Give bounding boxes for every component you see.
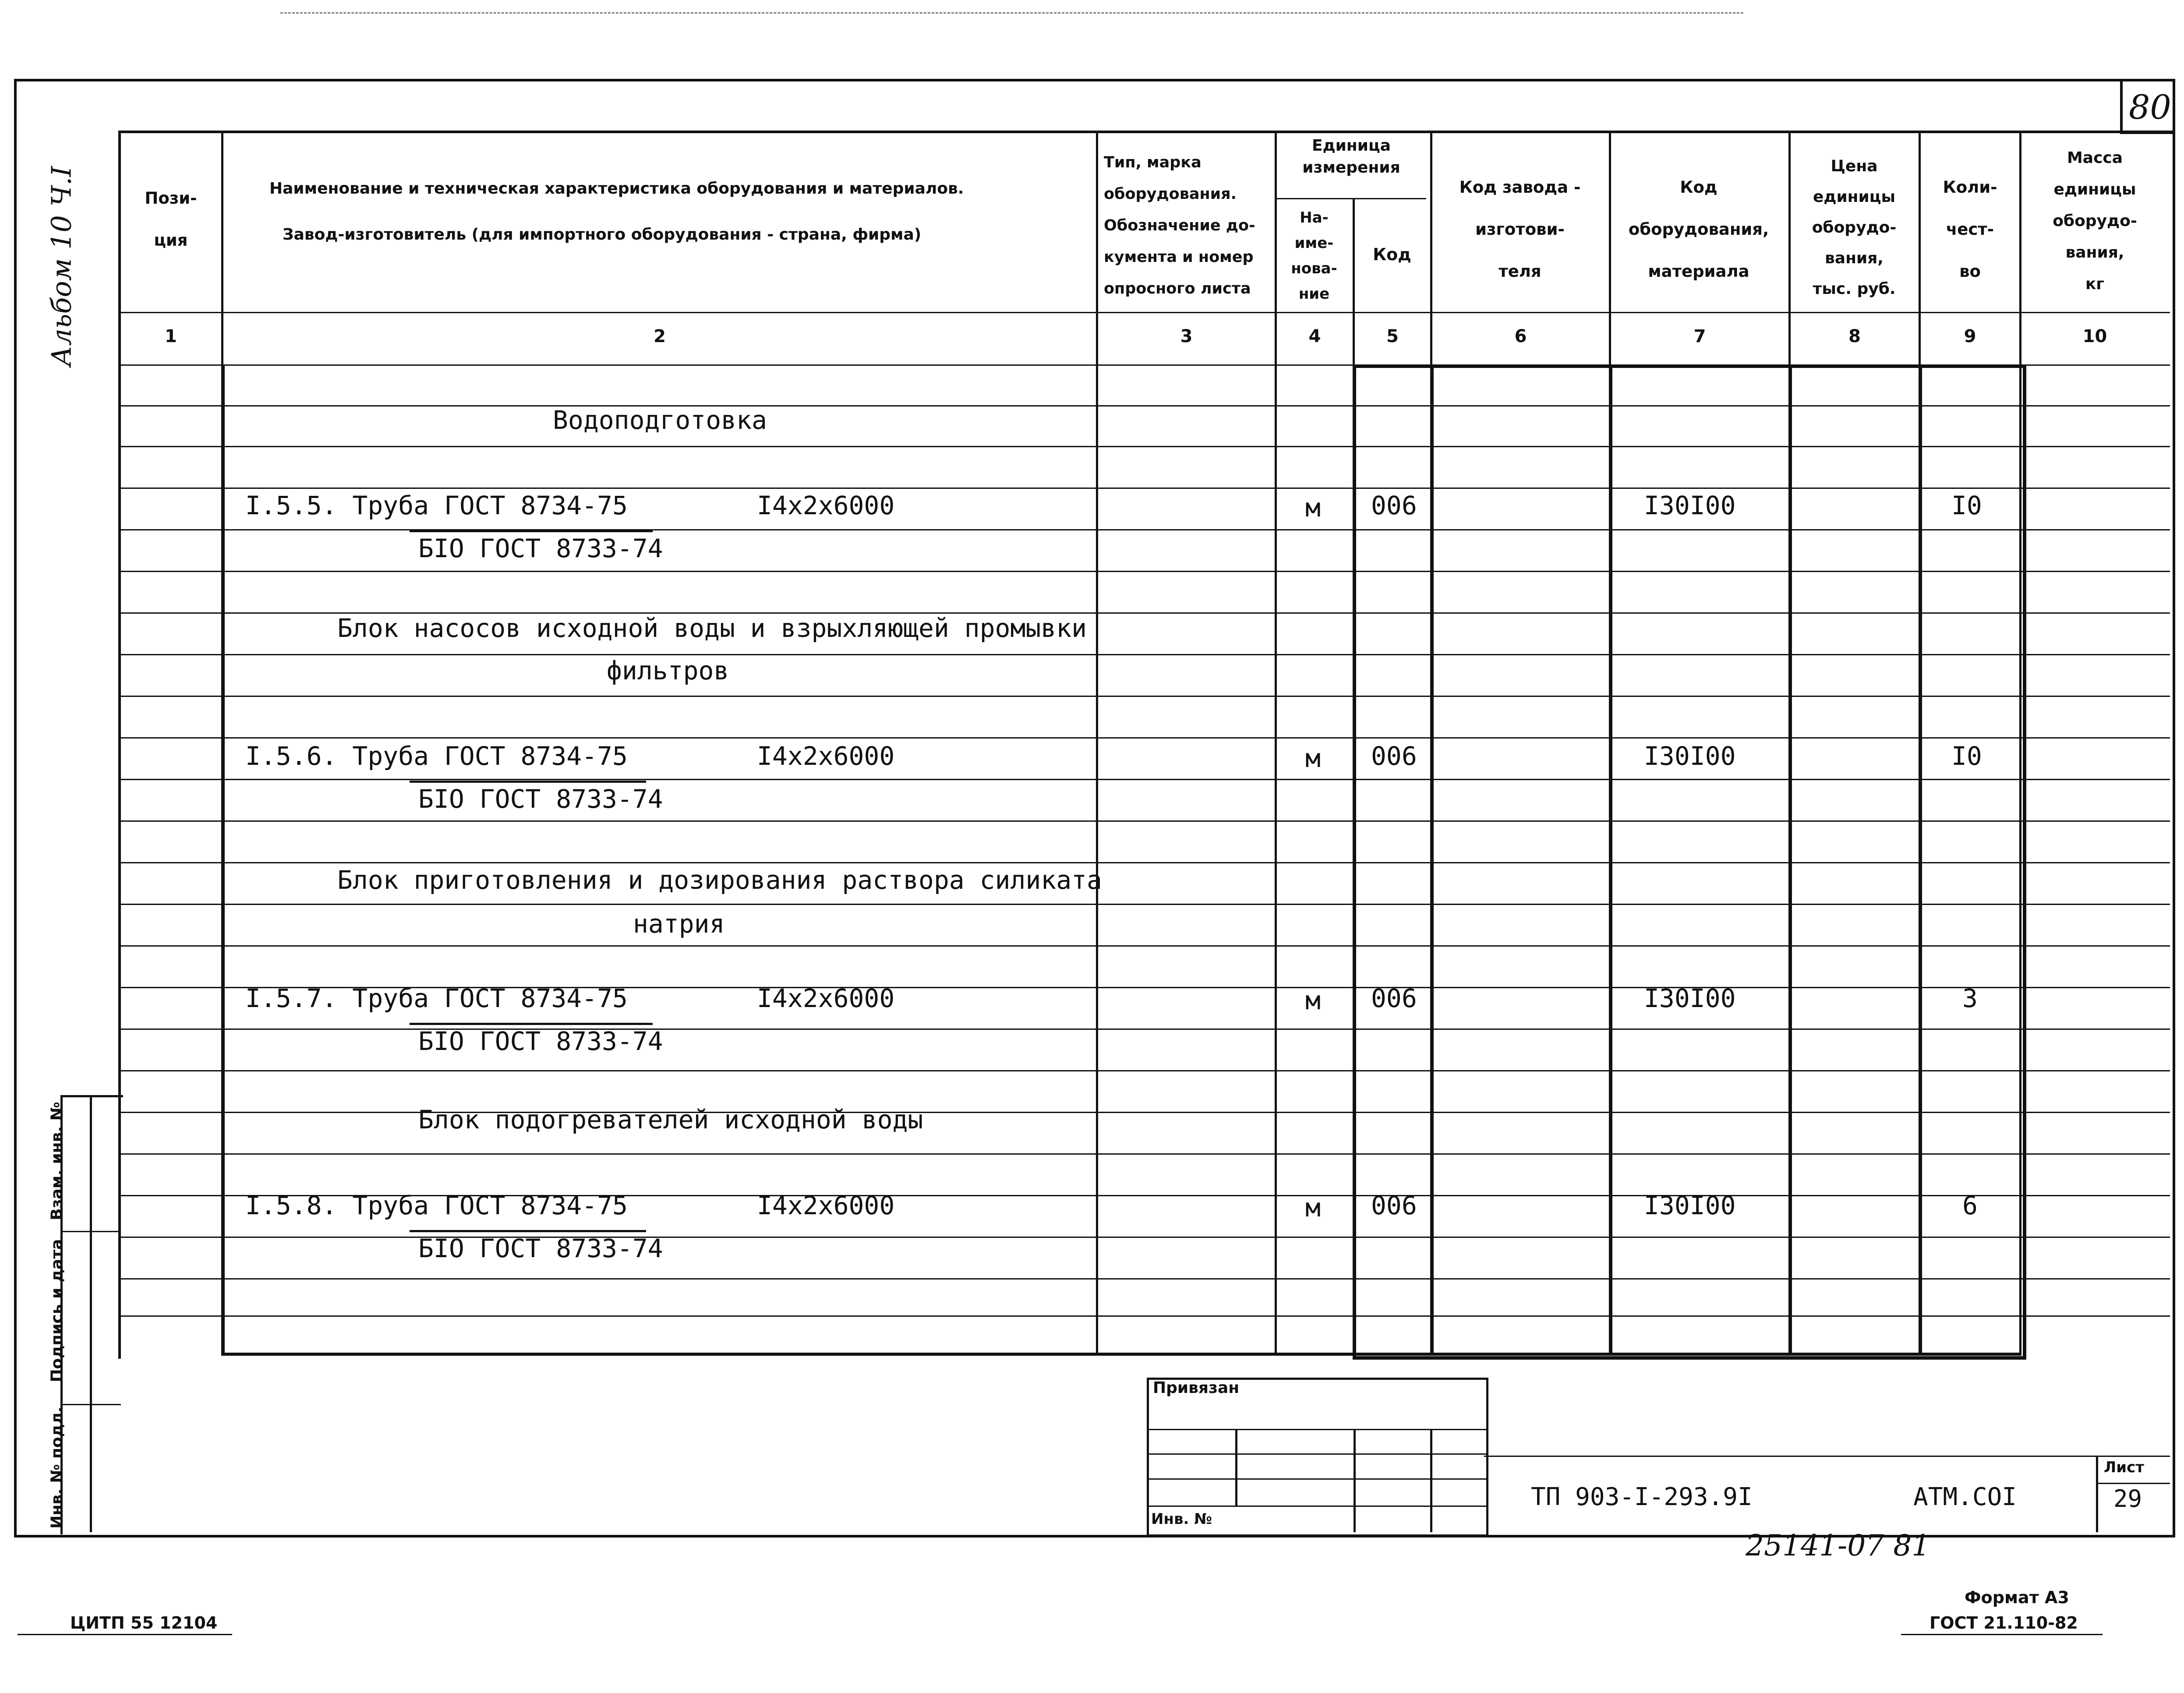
bold-col-9 [1919, 364, 1922, 1354]
item-position: I.5.5. Труба ГОСТ 8734-75 [245, 491, 628, 520]
header-plant-code: Код завода - изготови- теля [1459, 178, 1581, 281]
item-position: I.5.8. Труба ГОСТ 8734-75 [245, 1191, 628, 1220]
document-code: АТМ.COI [1913, 1483, 2017, 1511]
row-line [118, 405, 2170, 406]
row-line [118, 945, 2170, 947]
item-quantity: 6 [1962, 1191, 1978, 1220]
col-number-1: 1 [165, 326, 177, 346]
section-title-cont: натрия [633, 909, 725, 939]
project-number: ТП 903-I-293.9I [1531, 1483, 1753, 1511]
row-line [118, 820, 2170, 822]
col-line-3 [1275, 131, 1277, 1355]
col-number-7: 7 [1693, 326, 1706, 346]
bold-col-2 [221, 364, 225, 1354]
header-unit-name: На- име- нова- ние [1291, 209, 1337, 303]
gost-label: ГОСТ 21.110-82 [1930, 1613, 2078, 1633]
header-position [120, 177, 221, 262]
item-standard: БIO ГОСТ 8733-74 [418, 784, 663, 814]
stamp-vzam-label: Взам. инв. № [48, 1102, 66, 1220]
col-number-2: 2 [654, 326, 666, 346]
left-stamp-line [60, 1404, 121, 1405]
row-line [118, 1070, 2170, 1071]
inv-no-label: Инв. № [1151, 1510, 1212, 1528]
section-title: Блок подогревателей исходной воды [418, 1105, 923, 1135]
title-line [1147, 1429, 1486, 1430]
header-mass: Масса единицы оборудо- вания, кг [2053, 149, 2137, 293]
list-line [2096, 1483, 2170, 1484]
item-material-code: I30I00 [1644, 983, 1736, 1013]
bold-col-6 [1430, 364, 1434, 1354]
left-stamp-divider [90, 1095, 92, 1532]
row-line [118, 904, 2170, 905]
title-col [1235, 1429, 1237, 1506]
item-standard: БIO ГОСТ 8733-74 [418, 1026, 663, 1056]
sheet-number-top: 80 [2129, 88, 2171, 127]
standard-overline [410, 1023, 653, 1025]
item-unit-code: 006 [1371, 491, 1417, 520]
ref-label: ЦИТП 55 12104 [70, 1613, 218, 1633]
item-standard: БIO ГОСТ 8733-74 [418, 1234, 663, 1263]
title-col [1430, 1429, 1432, 1532]
top-edge-line [280, 12, 1743, 14]
bold-col-7 [1609, 364, 1612, 1354]
stamp-inv-label: Инв. № подл. [48, 1407, 66, 1529]
footer-line-left [18, 1634, 232, 1635]
col-number-9: 9 [1964, 326, 1976, 346]
item-unit: м [1305, 493, 1321, 523]
item-quantity: 3 [1962, 983, 1978, 1013]
section-title-cont: фильтров [607, 656, 729, 686]
header-unit-group: Единица измерения [1302, 137, 1400, 177]
header-quantity: Коли- чест- во [1943, 178, 1997, 281]
item-position: I.5.6. Труба ГОСТ 8734-75 [245, 741, 628, 771]
title-line [1147, 1506, 1486, 1507]
row-line [118, 1153, 2170, 1155]
col-number-5: 5 [1386, 326, 1399, 346]
format-label: Формат А3 [1965, 1588, 2069, 1607]
title-line [1147, 1453, 1486, 1455]
list-label: Лист [2104, 1459, 2144, 1476]
standard-overline [410, 781, 646, 783]
item-standard: БIO ГОСТ 8733-74 [418, 534, 663, 563]
row-line [118, 1278, 2170, 1279]
item-unit-code: 006 [1371, 983, 1417, 1013]
unit-group-line [1275, 198, 1426, 199]
header-bottom-line [118, 312, 2170, 313]
row-line [118, 654, 2170, 655]
row-line [118, 571, 2170, 572]
row-line [118, 1315, 2170, 1317]
album-label: Альбом 10 Ч.I [45, 166, 78, 367]
standard-overline [410, 1230, 646, 1232]
header-unit-code: Код [1373, 245, 1411, 264]
footer-line-right [1901, 1634, 2103, 1635]
item-unit-code: 006 [1371, 741, 1417, 771]
header-material-code: Код оборудования, материала [1628, 178, 1769, 281]
item-unit-code: 006 [1371, 1191, 1417, 1220]
section-title: Водоподготовка [553, 405, 767, 435]
title-main-top [1484, 1456, 2170, 1457]
col-number-8: 8 [1848, 326, 1861, 346]
row-line [118, 779, 2170, 780]
item-unit: м [1305, 743, 1321, 773]
section-title: Блок приготовления и дозирования раствора силиката [337, 865, 1102, 895]
title-line [1147, 1478, 1486, 1480]
item-size: I4x2x6000 [757, 491, 895, 520]
item-size: I4x2x6000 [757, 983, 895, 1013]
item-quantity: I0 [1951, 741, 1982, 771]
item-material-code: I30I00 [1644, 1191, 1736, 1220]
col-number-6: 6 [1514, 326, 1527, 346]
header-name-line2: Завод-изготовитель (для импортного оборудования - страна, фирма) [283, 226, 922, 244]
header-type: Тип, марка оборудования. Обозначение до- кумента и номер опросного листа [1104, 154, 1255, 297]
col-number-3: 3 [1180, 326, 1193, 346]
item-material-code: I30I00 [1644, 491, 1736, 520]
row-line [118, 446, 2170, 447]
bold-col-8 [1788, 364, 1792, 1354]
item-size: I4x2x6000 [757, 1191, 895, 1220]
stamp-podpis-label: Подпись и дата [48, 1239, 66, 1382]
handwritten-number: 25141-07 81 [1746, 1529, 1930, 1562]
item-size: I4x2x6000 [757, 741, 895, 771]
header-name-line1: Наименование и техническая характеристика оборудования и материалов. [269, 180, 964, 198]
row-line [118, 696, 2170, 697]
header-position-text: Пози- ция [145, 189, 197, 250]
header-price: Цена единицы оборудо- вания, тыс. руб. [1812, 157, 1897, 298]
item-unit: м [1305, 1193, 1321, 1223]
list-number: 29 [2113, 1485, 2142, 1513]
item-material-code: I30I00 [1644, 741, 1736, 771]
row-line [118, 488, 2170, 489]
title-col [1354, 1429, 1356, 1532]
privyazan-label: Привязан [1153, 1379, 1240, 1397]
col-number-4: 4 [1308, 326, 1321, 346]
item-quantity: I0 [1951, 491, 1982, 520]
row-line [118, 862, 2170, 863]
row-line [118, 737, 2170, 739]
col-number-10: 10 [2082, 326, 2107, 346]
table-body-bottom [221, 1353, 2021, 1356]
section-title: Блок насосов исходной воды и взрыхляющей промывки [337, 613, 1087, 643]
item-position: I.5.7. Труба ГОСТ 8734-75 [245, 983, 628, 1013]
left-stamp-line [60, 1231, 121, 1232]
col-line-2 [1096, 131, 1098, 1355]
standard-overline [410, 530, 653, 532]
item-unit: м [1305, 986, 1321, 1015]
list-divider [2096, 1456, 2098, 1532]
